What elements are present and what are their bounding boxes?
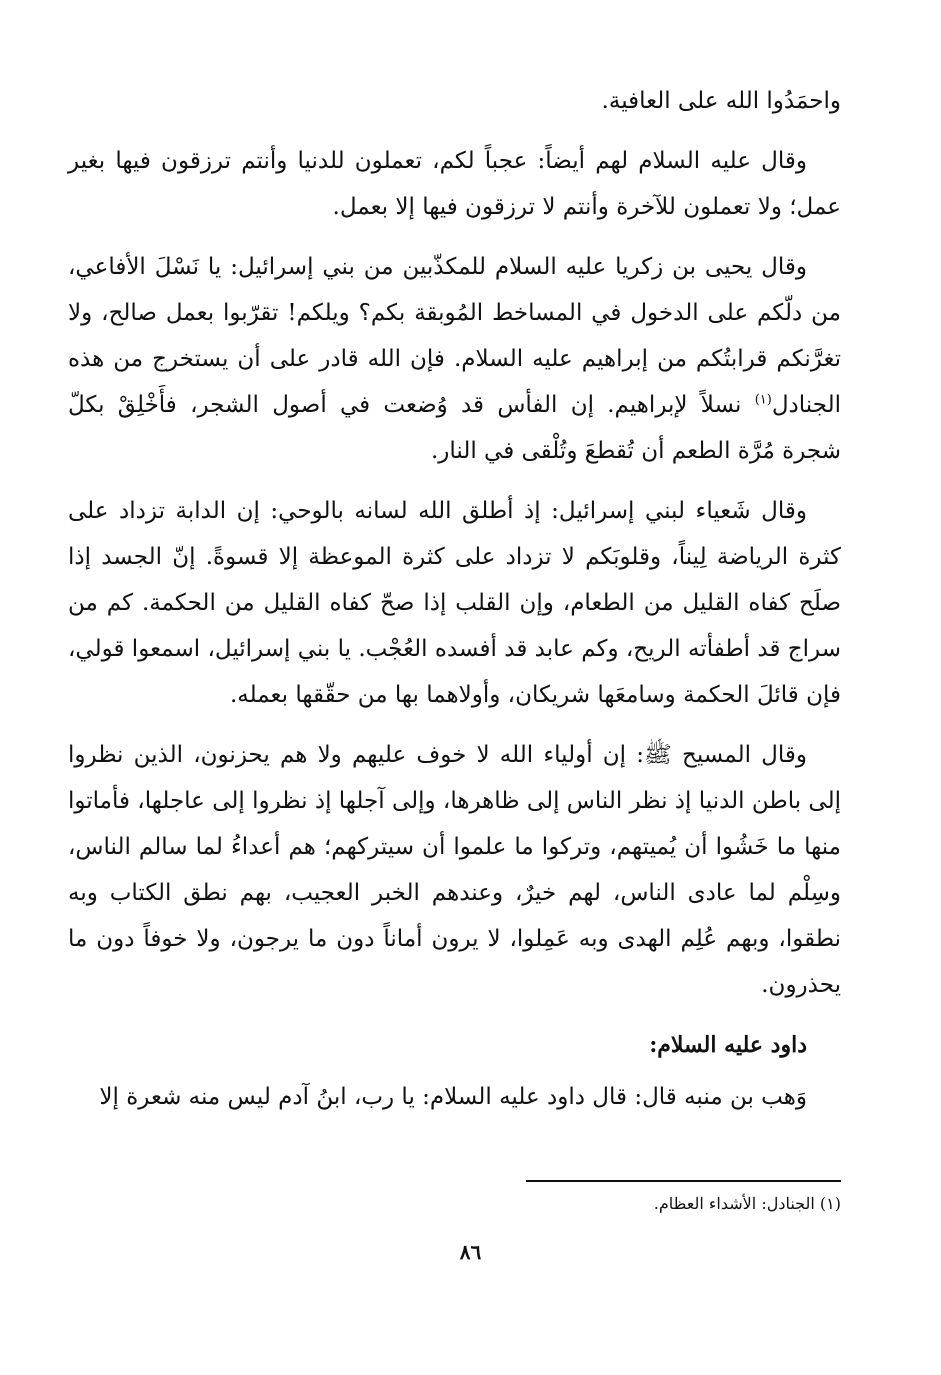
paragraph-1: واحمَدُوا الله على العافية. <box>601 88 841 114</box>
footnote: (١) الجنادل: الأشداء العظام. <box>653 1194 841 1213</box>
section-heading: داود عليه السلام: <box>649 1032 807 1058</box>
paragraph-3-tail: نسلاً لإبراهيم. إن الفأس قد وُضعت في أصول الشجر، فأَخْلِقْ بكلّ شجرة مُرَّة الطعم أن تُقطعَ وتُلْقى في النار. <box>68 392 841 464</box>
paragraph-3 <box>68 244 841 474</box>
paragraph-2: وقال عليه السلام لهم أيضاً: عجباً لكم، تعملون للدنيا وأنتم ترزقون فيها بغير عمل؛ ولا تعملون للآخرة وأنتم لا ترزقون فيها إلا بعمل. <box>68 148 841 220</box>
paragraph-6: وَهب بن منبه قال: قال داود عليه السلام: يا رب، ابنُ آدم ليس منه شعرة إلا <box>99 1084 807 1110</box>
main-text <box>68 78 841 1134</box>
page-number: ٨٦ <box>459 1240 482 1264</box>
paragraph-4: وقال شَعياء لبني إسرائيل: إذ أطلق الله لسانه بالوحي: إن الدابة تزداد على كثرة الرياضة لِيناً، وقلوبَكم لا تزداد على كثرة الموعظة إلا قسوةً. إنّ الجسد إذا صلَح كفاه القليل من الطعام، وإن القلب إذا صحّ كفاه القليل من الحكمة. كم من سراج قد أطفأته الريح، وكم عابد قد أفسده العُجْب. يا بني إسرائيل، اسمعوا قولي، فإن قائلَ الحكمة وسامعَها شريكان، وأولاهما بها من حقّقها بعمله. <box>68 498 841 708</box>
paragraph-3-text: وقال يحيى بن زكريا عليه السلام للمكذّبين من بني إسرائيل: يا نَسْلَ الأفاعي، من دلّكم على الدخول في المساخط المُوبقة بكم؟ ويلكم! تقرّبوا بعمل صالح، ولا تغرَّنكم قرابتُكم من إبراهيم عليه السلام. فإن الله قادر على أن يستخرج من هذه الجنادل <box>68 254 841 418</box>
paragraph-5: وقال المسيح ﷺ: إن أولياء الله لا خوف عليهم ولا هم يحزنون، الذين نظروا إلى باطن الدنيا إذ نظر الناس إلى ظاهرها، وإلى آجلها إذ نظروا إلى عاجلها، فأماتوا منها ما خَشُوا أن يُميتهم، وتركوا ما علموا أن سيتركهم؛ هم أعداءُ لما سالم الناس، وسِلْم لما عادى الناس، لهم خيرٌ، وعندهم الخبر العجيب، بهم نطق الكتاب وبه نطقوا، وبهم عُلِم الهدى وبه عَمِلوا، لا يرون أماناً دون ما يرجون، ولا خوفاً دون ما يحذرون. <box>67 742 841 998</box>
footnote-divider <box>526 1180 841 1182</box>
footnote-reference[interactable]: (١) <box>754 392 772 408</box>
